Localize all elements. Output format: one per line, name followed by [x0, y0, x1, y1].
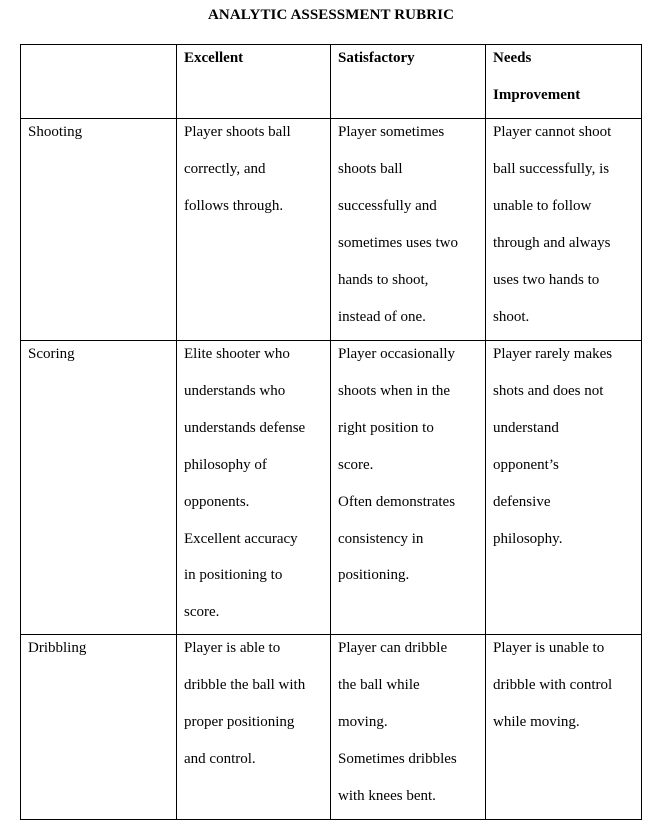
cell-text-line: ball successfully, is: [493, 160, 610, 177]
cell-text-line: defensive: [493, 493, 551, 510]
cell-text-line: Player is able to: [184, 640, 281, 656]
cell-text-line: moving.: [338, 713, 388, 730]
cell-text-line: right position to: [338, 419, 434, 436]
cell-scoring-satisfactory: [331, 341, 486, 635]
row-label-shooting: Shooting: [21, 119, 177, 341]
header-satisfactory: [331, 45, 486, 119]
cell-text-line: Improvement: [493, 86, 581, 103]
cell-text-line: understands defense: [184, 419, 306, 436]
row-label-dribbling: Dribbling: [21, 635, 177, 820]
cell-text-line: uses two hands to: [493, 271, 600, 288]
header-empty-cell: [21, 45, 177, 119]
cell-text-line: Satisfactory: [338, 50, 415, 66]
cell-text-line: unable to follow: [493, 197, 592, 214]
cell-text-line: philosophy.: [493, 530, 563, 547]
cell-text-line: Excellent: [184, 50, 244, 66]
cell-text-line: Often demonstrates: [338, 493, 456, 510]
cell-shooting-needs-improvement: [486, 119, 642, 341]
cell-text-line: proper positioning: [184, 713, 295, 730]
cell-text-line: Excellent accuracy: [184, 530, 298, 547]
cell-text-line: shots and does not: [493, 382, 604, 399]
header-excellent: [177, 45, 331, 119]
cell-text-line: correctly, and: [184, 160, 266, 177]
cell-text-line: Player can dribble: [338, 640, 448, 656]
cell-text-line: score.: [184, 604, 220, 621]
table-row-dribbling: [21, 635, 642, 820]
table-row-shooting: [21, 119, 642, 341]
cell-dribbling-satisfactory: [331, 635, 486, 820]
cell-text-line: successfully and: [338, 197, 437, 214]
cell-text-line: the ball while: [338, 676, 420, 693]
cell-text-line: and control.: [184, 750, 256, 767]
cell-text-line: shoot.: [493, 308, 530, 325]
cell-text-line: shoots when in the: [338, 382, 451, 399]
rubric-table: [20, 44, 642, 820]
cell-shooting-satisfactory: [331, 119, 486, 341]
cell-text-line: dribble with control: [493, 676, 613, 693]
cell-text-line: opponents.: [184, 493, 250, 510]
cell-text-line: hands to shoot,: [338, 271, 429, 288]
cell-text-line: with knees bent.: [338, 787, 436, 804]
cell-text-line: Player rarely makes: [493, 346, 613, 362]
cell-text-line: follows through.: [184, 197, 284, 214]
table-row-scoring: [21, 341, 642, 635]
cell-text-line: positioning.: [338, 567, 410, 584]
cell-text-line: shoots ball: [338, 160, 403, 177]
cell-text-line: Player cannot shoot: [493, 124, 612, 140]
cell-text-line: while moving.: [493, 713, 580, 730]
cell-text-line: consistency in: [338, 530, 424, 547]
cell-scoring-excellent: [177, 341, 331, 635]
page-title: ANALYTIC ASSESSMENT RUBRIC: [207, 7, 454, 23]
cell-dribbling-excellent: [177, 635, 331, 820]
row-label-scoring: Scoring: [21, 341, 177, 635]
cell-text-line: understands who: [184, 382, 286, 399]
cell-dribbling-needs-improvement: [486, 635, 642, 820]
cell-text-line: dribble the ball with: [184, 676, 306, 693]
cell-text-line: Needs: [493, 50, 532, 66]
cell-text-line: score.: [338, 456, 374, 473]
cell-text-line: sometimes uses two: [338, 234, 458, 251]
cell-text-line: Player occasionally: [338, 346, 456, 362]
cell-text-line: instead of one.: [338, 308, 426, 325]
cell-text-line: through and always: [493, 234, 611, 251]
cell-scoring-needs-improvement: [486, 341, 642, 635]
cell-text-line: Sometimes dribbles: [338, 750, 457, 767]
cell-text-line: Player sometimes: [338, 124, 445, 140]
cell-text-line: Player shoots ball: [184, 124, 291, 140]
table-header-row: [21, 45, 642, 119]
cell-text-line: opponent’s: [493, 456, 559, 473]
cell-text-line: Elite shooter who: [184, 346, 290, 362]
cell-text-line: Player is unable to: [493, 640, 605, 656]
cell-text-line: philosophy of: [184, 456, 267, 473]
cell-text-line: understand: [493, 419, 559, 436]
cell-shooting-excellent: [177, 119, 331, 341]
header-needs-improvement: [486, 45, 642, 119]
cell-text-line: in positioning to: [184, 567, 283, 584]
